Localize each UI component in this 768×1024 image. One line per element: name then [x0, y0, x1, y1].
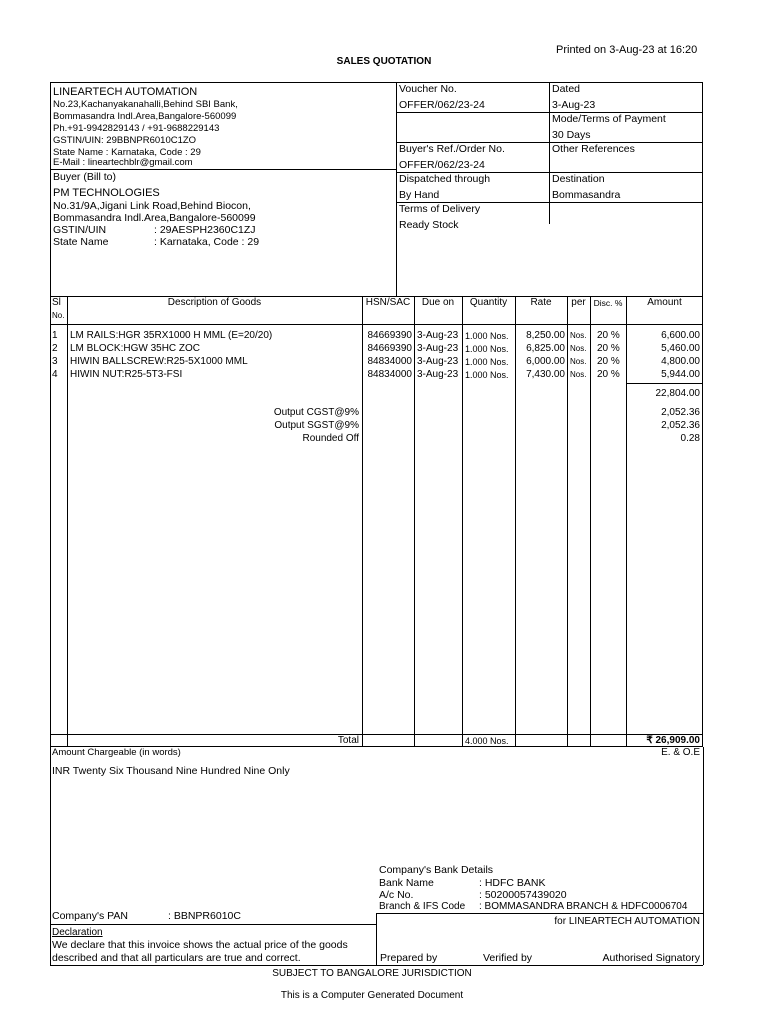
tax-sgst-amount: 2,052.36 — [661, 420, 700, 431]
bank-name-label: Bank Name — [379, 877, 434, 889]
dated-value: 3-Aug-23 — [552, 99, 596, 111]
eoe-label: E. & O.E — [661, 747, 700, 758]
row-rate: 6,000.00 — [526, 356, 565, 367]
row-hsn: 84669390 — [367, 330, 412, 341]
row-description: HIWIN NUT:R25-5T3-FSI — [70, 369, 183, 380]
row-sl: 4 — [52, 369, 58, 380]
authorised-signatory: Authorised Signatory — [602, 952, 700, 964]
seller-address-2: Bommasandra Indl.Area,Bangalore-560099 — [53, 111, 237, 122]
row-discount: 20 % — [597, 369, 620, 380]
row-rate: 8,250.00 — [526, 330, 565, 341]
tax-cgst-amount: 2,052.36 — [661, 407, 700, 418]
other-ref-label: Other References — [552, 143, 635, 155]
row-discount: 20 % — [597, 330, 620, 341]
total-amount: ₹ 26,909.00 — [646, 735, 700, 746]
row-rate: 6,825.00 — [526, 343, 565, 354]
computer-generated-note: This is a Computer Generated Document — [280, 990, 464, 1001]
row-per: Nos. — [570, 357, 587, 366]
dispatched-value: By Hand — [399, 189, 440, 201]
row-amount: 4,800.00 — [661, 356, 700, 367]
jurisdiction: SUBJECT TO BANGALORE JURISDICTION — [272, 968, 472, 979]
row-description: HIWIN BALLSCREW:R25-5X1000 MML — [70, 356, 248, 367]
declaration-line-1: We declare that this invoice shows the actual price of the goods — [52, 939, 348, 951]
row-description: LM RAILS:HGR 35RX1000 H MML (E=20/20) — [70, 330, 273, 341]
header-sl: Sl — [52, 297, 61, 308]
buyer-address-1: No.31/9A,Jigani Link Road,Behind Biocon, — [53, 200, 251, 212]
prepared-by: Prepared by — [380, 952, 438, 964]
row-quantity: 1.000 Nos. — [465, 344, 509, 354]
row-quantity: 1.000 Nos. — [465, 357, 509, 367]
header-per: per — [571, 297, 586, 308]
tax-cgst-label: Output CGST@9% — [273, 407, 359, 418]
bank-heading: Company's Bank Details — [379, 864, 494, 876]
rounded-off-amount: 0.28 — [680, 433, 700, 444]
row-due: 3-Aug-23 — [417, 369, 459, 380]
header-sl-no: No. — [52, 311, 65, 320]
delivery-value: Ready Stock — [399, 219, 459, 231]
seller-email: E-Mail : lineartechblr@gmail.com — [53, 157, 193, 168]
buyer-address-2: Bommasandra Indl.Area,Bangalore-560099 — [53, 212, 256, 224]
bank-branch-value: : BOMMASANDRA BRANCH & HDFC0006704 — [479, 901, 688, 912]
row-hsn: 84669390 — [367, 343, 412, 354]
header-due: Due on — [421, 297, 455, 308]
dispatched-label: Dispatched through — [399, 173, 491, 185]
seller-state: State Name : Karnataka, Code : 29 — [53, 147, 201, 158]
row-hsn: 84834000 — [367, 369, 412, 380]
row-hsn: 84834000 — [367, 356, 412, 367]
amount-words-value: INR Twenty Six Thousand Nine Hundred Nine Only — [52, 765, 290, 777]
buyer-ref-value: OFFER/062/23-24 — [399, 159, 485, 171]
row-sl: 2 — [52, 343, 58, 354]
buyer-name: PM TECHNOLOGIES — [53, 187, 160, 199]
company-pan-value: : BBNPR6010C — [168, 910, 241, 922]
row-discount: 20 % — [597, 343, 620, 354]
voucher-label: Voucher No. — [399, 83, 457, 95]
voucher-value: OFFER/062/23-24 — [399, 99, 485, 111]
row-rate: 7,430.00 — [526, 369, 565, 380]
destination-label: Destination — [552, 173, 605, 185]
bank-name-value: : HDFC BANK — [479, 877, 546, 889]
seller-phone: Ph.+91-9942829143 / +91-9688229143 — [53, 123, 220, 134]
bank-ac-value: : 50200057439020 — [479, 889, 567, 901]
row-discount: 20 % — [597, 356, 620, 367]
seller-gstin: GSTIN/UIN: 29BBNPR6010C1ZO — [53, 135, 197, 146]
document-title: SALES QUOTATION — [336, 56, 432, 67]
row-sl: 3 — [52, 356, 58, 367]
row-quantity: 1.000 Nos. — [465, 331, 509, 341]
header-quantity: Quantity — [469, 297, 508, 308]
row-per: Nos. — [570, 344, 587, 353]
seller-address-1: No.23,Kachanyakanahalli,Behind SBI Bank, — [53, 99, 238, 110]
payment-label: Mode/Terms of Payment — [552, 113, 666, 125]
declaration-heading: Declaration — [52, 927, 103, 938]
total-label: Total — [337, 735, 359, 746]
row-per: Nos. — [570, 331, 587, 340]
header-rate: Rate — [530, 297, 552, 308]
amount-words-label: Amount Chargeable (in words) — [52, 747, 181, 758]
subtotal-amount: 22,804.00 — [655, 388, 700, 399]
header-hsn: HSN/SAC — [365, 297, 411, 308]
row-amount: 6,600.00 — [661, 330, 700, 341]
payment-value: 30 Days — [552, 129, 591, 141]
dated-label: Dated — [552, 83, 581, 95]
buyer-state-value: : Karnataka, Code : 29 — [154, 236, 260, 248]
seller-name: LINEARTECH AUTOMATION — [53, 86, 198, 98]
buyer-ref-label: Buyer's Ref./Order No. — [399, 143, 505, 155]
buyer-heading: Buyer (Bill to) — [53, 171, 117, 183]
total-quantity: 4.000 Nos. — [465, 736, 509, 746]
row-amount: 5,460.00 — [661, 343, 700, 354]
buyer-gstin-label: GSTIN/UIN — [53, 224, 107, 236]
row-due: 3-Aug-23 — [417, 330, 459, 341]
destination-value: Bommasandra — [552, 189, 621, 201]
bank-branch-label: Branch & IFS Code — [379, 901, 466, 912]
for-company: for LINEARTECH AUTOMATION — [554, 916, 700, 927]
tax-sgst-label: Output SGST@9% — [274, 420, 359, 431]
delivery-label: Terms of Delivery — [399, 203, 481, 215]
row-amount: 5,944.00 — [661, 369, 700, 380]
header-amount: Amount — [647, 297, 682, 308]
row-per: Nos. — [570, 370, 587, 379]
bank-ac-label: A/c No. — [379, 889, 414, 901]
row-description: LM BLOCK:HGW 35HC ZOC — [70, 343, 201, 354]
row-sl: 1 — [52, 330, 58, 341]
rounded-off-label: Rounded Off — [302, 433, 359, 444]
company-pan-label: Company's PAN — [52, 910, 128, 922]
verified-by: Verified by — [483, 952, 533, 964]
buyer-gstin-value: : 29AESPH2360C1ZJ — [154, 224, 256, 236]
row-due: 3-Aug-23 — [417, 343, 459, 354]
row-due: 3-Aug-23 — [417, 356, 459, 367]
printed-on: Printed on 3-Aug-23 at 16:20 — [556, 44, 698, 56]
row-quantity: 1.000 Nos. — [465, 370, 509, 380]
declaration-line-2: described and that all particulars are true and correct. — [52, 952, 301, 964]
buyer-state-label: State Name — [53, 236, 109, 248]
header-description: Description of Goods — [167, 297, 262, 308]
header-discount: Disc. % — [593, 298, 623, 308]
